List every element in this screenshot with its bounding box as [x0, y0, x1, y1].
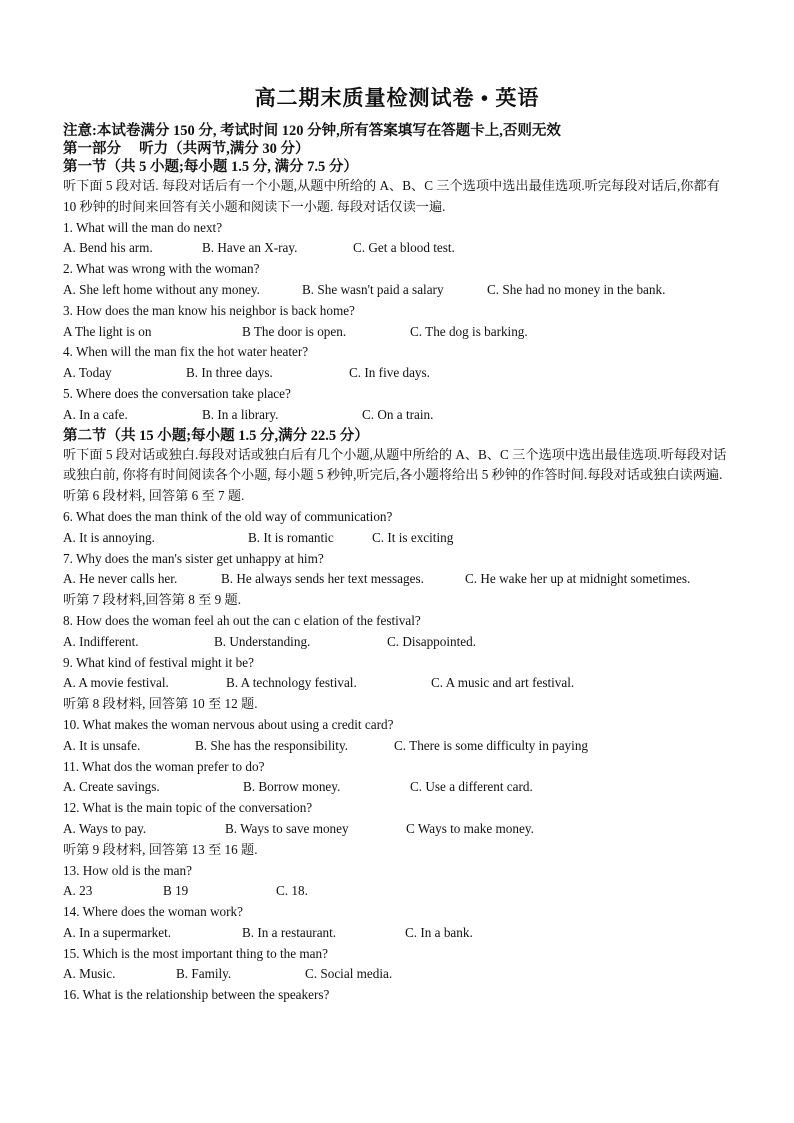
option-a: A. Music. — [63, 966, 116, 982]
option-a: A. She left home without any money. — [63, 281, 260, 297]
option-b: B. Have an X-ray. — [202, 240, 298, 256]
question-3-options — [63, 322, 731, 343]
question-1: 1. What will the man do next? — [63, 219, 223, 235]
section1-heading: 第一节（共 5 小题;每小题 1.5 分, 满分 7.5 分） — [63, 159, 358, 175]
question-14: 14. Where does the woman work? — [63, 904, 243, 920]
option-a: A. Ways to pay. — [63, 820, 147, 836]
material-8-note: 听第 8 段材料, 回答第 10 至 12 题. — [63, 696, 258, 712]
part1-heading: 第一部分 听力（共两节,满分 30 分） — [63, 141, 310, 157]
option-b: B. She has the responsibility. — [195, 737, 348, 753]
option-c: C. It is exciting — [372, 529, 454, 545]
option-c: C. On a train. — [362, 406, 434, 422]
option-c: C Ways to make money. — [406, 820, 534, 836]
question-1-options — [63, 238, 731, 259]
exam-page — [63, 84, 731, 1006]
option-b: B. Family. — [176, 966, 232, 982]
question-12-options — [63, 819, 731, 840]
question-7: 7. Why does the man's sister get unhappy at him? — [63, 550, 324, 566]
option-a: A. He never calls her. — [63, 571, 178, 587]
option-b: B. He always sends her text messages. — [221, 571, 424, 587]
option-a: A. Bend his arm. — [63, 240, 153, 256]
option-b: B. Borrow money. — [243, 779, 341, 795]
material-9-note: 听第 9 段材料, 回答第 13 至 16 题. — [63, 841, 258, 857]
material-7-note: 听第 7 段材料,回答第 8 至 9 题. — [63, 592, 242, 608]
option-b: B. She wasn't paid a salary — [302, 281, 444, 297]
question-5-options — [63, 405, 731, 426]
option-c: C. Social media. — [305, 966, 393, 982]
option-a: A The light is on — [63, 323, 152, 339]
question-3: 3. How does the man know his neighbor is back home? — [63, 302, 355, 318]
question-10: 10. What makes the woman nervous about using a credit card? — [63, 716, 394, 732]
option-c: C. The dog is barking. — [410, 323, 528, 339]
option-c: C. Disappointed. — [387, 633, 477, 649]
option-c: C. 18. — [276, 883, 308, 899]
section1-instructions: 听下面 5 段对话. 每段对话后有一个小题,从题中所给的 A、B、C 三个选项中选出最佳选项.听完每段对话后,你都有 10 秒钟的时间来回答有关小题和阅读下一小题. 每段对话仅读一遍. — [63, 178, 720, 214]
question-13: 13. How old is the man? — [63, 862, 192, 878]
option-a: A. Today — [63, 365, 112, 381]
question-9: 9. What kind of festival might it be? — [63, 654, 254, 670]
option-b: B 19 — [163, 883, 189, 899]
question-12: 12. What is the main topic of the conversation? — [63, 800, 313, 816]
option-c: C. In five days. — [349, 365, 430, 381]
option-a: A. In a cafe. — [63, 406, 128, 422]
page-title: 高二期末质量检测试卷 • 英语 — [254, 86, 540, 110]
question-4-options — [63, 363, 731, 384]
option-c: C. A music and art festival. — [431, 675, 575, 691]
question-14-options — [63, 923, 731, 944]
option-c: C. There is some difficulty in paying — [394, 737, 589, 753]
question-16: 16. What is the relationship between the speakers? — [63, 987, 330, 1003]
option-c: C. He wake her up at midnight sometimes. — [465, 571, 691, 587]
section2-heading: 第二节（共 15 小题;每小题 1.5 分,满分 22.5 分） — [63, 427, 369, 444]
option-b: B. Understanding. — [214, 633, 311, 649]
option-a: A. Indifferent. — [63, 633, 139, 649]
option-a: A. In a supermarket. — [63, 924, 172, 940]
question-13-options — [63, 881, 731, 902]
option-b: B. In a library. — [202, 406, 279, 422]
option-c: C. She had no money in the bank. — [487, 281, 666, 297]
question-2: 2. What was wrong with the woman? — [63, 261, 260, 277]
question-15-options — [63, 964, 731, 985]
option-c: C. Use a different card. — [410, 779, 533, 795]
question-6-options — [63, 528, 731, 549]
question-11-options — [63, 777, 731, 798]
option-b: B. It is romantic — [248, 529, 334, 545]
question-4: 4. When will the man fix the hot water heater? — [63, 344, 309, 360]
question-8: 8. How does the woman feel ah out the can c elation of the festival? — [63, 612, 421, 628]
question-6: 6. What does the man think of the old way of communication? — [63, 508, 393, 524]
option-a: A. It is unsafe. — [63, 737, 141, 753]
question-11: 11. What dos the woman prefer to do? — [63, 758, 265, 774]
question-15: 15. Which is the most important thing to the man? — [63, 945, 328, 961]
option-b: B. In a restaurant. — [242, 924, 337, 940]
question-9-options — [63, 673, 731, 694]
material-6-note: 听第 6 段材料, 回答第 6 至 7 题. — [63, 488, 245, 504]
option-c: C. In a bank. — [405, 924, 473, 940]
question-2-options — [63, 280, 731, 301]
question-10-options — [63, 736, 731, 757]
question-5: 5. Where does the conversation take place? — [63, 385, 291, 401]
option-b: B. In three days. — [186, 365, 273, 381]
option-c: C. Get a blood test. — [353, 240, 455, 256]
option-b: B. Ways to save money — [225, 820, 349, 836]
question-7-options — [63, 569, 731, 590]
option-a: A. It is annoying. — [63, 529, 155, 545]
option-b: B. A technology festival. — [226, 675, 357, 691]
section2-instructions: 听下面 5 段对话或独白.每段对话或独白后有几个小题,从题中所给的 A、B、C 三个选项中选出最佳选项.听每段对话或独白前, 你将有时间阅读各个小题, 每小题 5 秒钟,听完后,各小题将给出 5 秒钟的作答时间.每段对话或独白读两遍. — [63, 446, 727, 483]
option-b: B The door is open. — [242, 323, 347, 339]
option-a: A. Create savings. — [63, 779, 160, 795]
option-a: A. 23 — [63, 883, 93, 899]
exam-notice: 注意:本试卷满分 150 分, 考试时间 120 分钟,所有答案填写在答题卡上,否则无效 — [63, 123, 561, 139]
option-a: A. A movie festival. — [63, 675, 169, 691]
question-8-options — [63, 632, 731, 653]
